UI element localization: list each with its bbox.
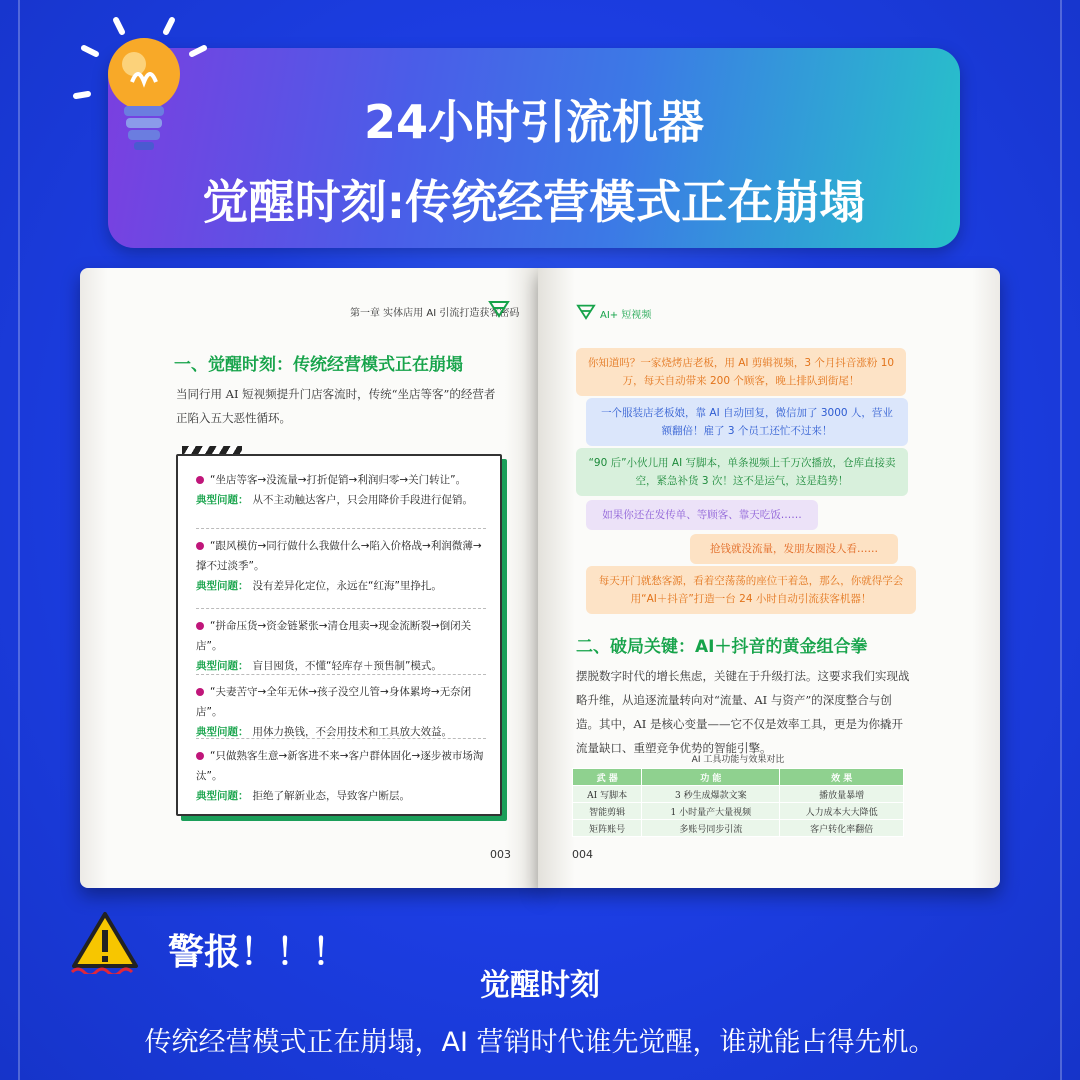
left-section-title: 一、觉醒时刻：传统经营模式正在崩塌 [174,355,463,375]
list-item: “坐店等客→没流量→打折促销→利润归零→关门转让”。 典型问题： 从不主动触达客户，只会用降价手段进行促销。 [196,474,473,506]
banner-title: 24小时引流机器 [363,95,704,149]
table-header: 武 器 [573,769,642,786]
list-item: “夫妻苦守→全年无休→孩子没空儿管→身体累垮→无奈闭店”。 典型问题： 用体力换钱，不会用技术和工具放大效益。 [196,686,472,738]
table-row: AI 写脚本 3 秒生成爆款文案 播放量暴增 [573,786,904,803]
header-banner [108,48,960,248]
quote-bubble: 每天开门就愁客源，看着空荡荡的座位干着急，那么，你就得学会用“AI＋抖音”打造一台 24 小时自动引流获客机器！ [586,566,916,614]
table-header: 效 果 [780,769,904,786]
quote-bubble: 抢钱就没流量，发朋友圈没人看…… [690,534,898,564]
right-page [538,268,1000,888]
warning-title: 警报！！！ [168,932,349,973]
quote-bubble: 如果你还在发传单、等顾客、靠天吃饭…… [586,500,818,530]
quote-bubble: “90 后”小伙儿用 AI 写脚本，单条视频上千万次播放，仓库直接卖空，紧急补货 3 次！这不是运气，这是趋势！ [576,448,908,496]
comparison-table [572,768,904,837]
quote-bubble: 你知道吗？一家烧烤店老板，用 AI 剪辑视频，3 个月抖音涨粉 10 万，每天自动带来 200 个顾客，晚上排队到街尾！ [576,348,906,396]
right-body: 摆脱数字时代的增长焦虑，关键在于升级打法。这要求我们实现战略升维，从追逐流量转向对“流量、AI 与资产”的深度整合与创造。其中，AI 是核心变量——它不仅是效率工具，更是为你撬开流量缺口、重塑竞争优势的智能引擎。 [576,669,910,755]
list-item: “拼命压货→资金链紧张→清仓甩卖→现金流断裂→倒闭关店”。 典型问题： 盲目囤货，不懂“轻库存＋预售制”模式。 [196,620,472,672]
left-page-number: 003 [490,848,511,861]
bottom-subhead: 觉醒时刻 [480,968,600,1003]
book-logo-icon [576,302,596,320]
banner-subtitle: 觉醒时刻:传统经营模式正在崩塌 [202,175,866,229]
book-logo-icon [488,298,510,318]
open-book [80,268,1000,908]
list-item: “只做熟客生意→新客进不来→客户群体固化→逐步被市场淘汰”。 典型问题： 拒绝了解新业态，导致客户断层。 [196,750,484,802]
table-row: 智能剪辑 1 小时量产大量视频 人力成本大大降低 [573,803,904,820]
left-intro: 当同行用 AI 短视频提升门店客流时，传统“坐店等客”的经营者正陷入五大恶性循环。 [176,387,496,425]
table-header: 功 能 [642,769,780,786]
bottom-text: 传统经营模式正在崩塌，AI 营销时代谁先觉醒，谁就能占得先机。 [144,1027,936,1058]
table-caption: AI 工具功能与效果对比 [691,755,785,765]
list-item: “跟风模仿→同行做什么我做什么→陷入价格战→利润微薄→撑不过淡季”。 典型问题： 没有差异化定位，永远在“红海”里挣扎。 [196,540,482,592]
quote-bubble: 一个服装店老板娘，靠 AI 自动回复，微信加了 3000 人，营业额翻倍！雇了 3 个员工还忙不过来！ [586,398,908,446]
left-running-head: 第一章 实体店用 AI 引流打造获客密码 [350,308,520,319]
problem-box [176,454,502,816]
left-page [80,268,542,888]
right-running-head: AI+ 短视频 [600,310,652,321]
right-section-title: 二、破局关键：AI＋抖音的黄金组合拳 [576,637,868,657]
right-page-number: 004 [572,848,593,861]
lightbulb-icon [70,14,210,164]
table-row: 矩阵账号 多账号同步引流 客户转化率翻倍 [573,820,904,837]
